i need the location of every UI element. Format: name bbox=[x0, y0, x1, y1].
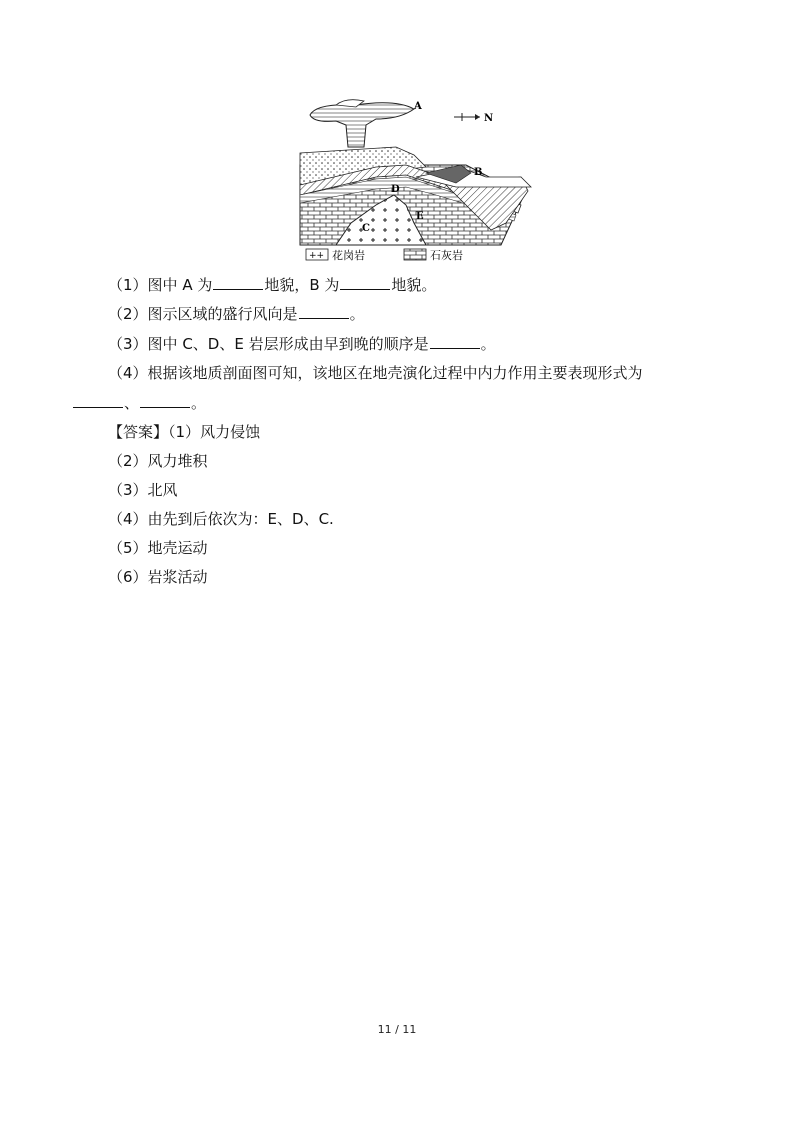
answer-blank[interactable] bbox=[213, 275, 263, 290]
label-e: E bbox=[416, 211, 424, 222]
answer-line-6: （6）岩浆活动 bbox=[108, 568, 208, 586]
page-number: 11 / 11 bbox=[377, 1023, 417, 1036]
answer-blank[interactable] bbox=[430, 334, 480, 349]
north-arrow-icon bbox=[454, 113, 480, 121]
answer-line-3: （3）北风 bbox=[108, 481, 178, 499]
answer-line-4: （4）由先到后依次为：E、D、C. bbox=[108, 510, 334, 528]
answer-line-2: （2）风力堆积 bbox=[108, 452, 208, 470]
question-3: （3）图中 C、D、E 岩层形成由早到晚的顺序是 。 bbox=[108, 335, 496, 353]
question-4-continued: 、 。 bbox=[72, 393, 206, 413]
answer-blank[interactable] bbox=[140, 393, 190, 408]
svg-text:石灰岩: 石灰岩 bbox=[430, 249, 463, 262]
legend-limestone bbox=[404, 248, 463, 262]
question-4: （4）根据该地质剖面图可知，该地区在地壳演化过程中内力作用主要表现形式为 bbox=[108, 364, 643, 382]
legend-granite bbox=[306, 248, 365, 262]
label-d: D bbox=[391, 184, 400, 195]
answer-label: 【答案】 bbox=[108, 423, 169, 441]
answer-blank[interactable] bbox=[299, 304, 349, 319]
answer-line-5: （5）地壳运动 bbox=[108, 539, 208, 557]
question-2: （2）图示区域的盛行风向是 。 bbox=[108, 305, 365, 323]
label-n: N bbox=[484, 113, 494, 124]
answer-line-1: 【答案】（1）风力侵蚀 bbox=[108, 423, 261, 441]
geological-section-figure bbox=[296, 95, 536, 265]
label-c: C bbox=[362, 223, 370, 234]
label-a: A bbox=[414, 101, 422, 112]
answer-blank[interactable] bbox=[340, 275, 390, 290]
svg-text:++: ++ bbox=[309, 251, 325, 261]
svg-text:花岗岩: 花岗岩 bbox=[332, 249, 365, 262]
question-1: （1）图中 A 为 地貌，B 为 地貌。 bbox=[108, 276, 437, 294]
answer-blank[interactable] bbox=[73, 393, 123, 408]
label-b: B bbox=[474, 167, 483, 178]
